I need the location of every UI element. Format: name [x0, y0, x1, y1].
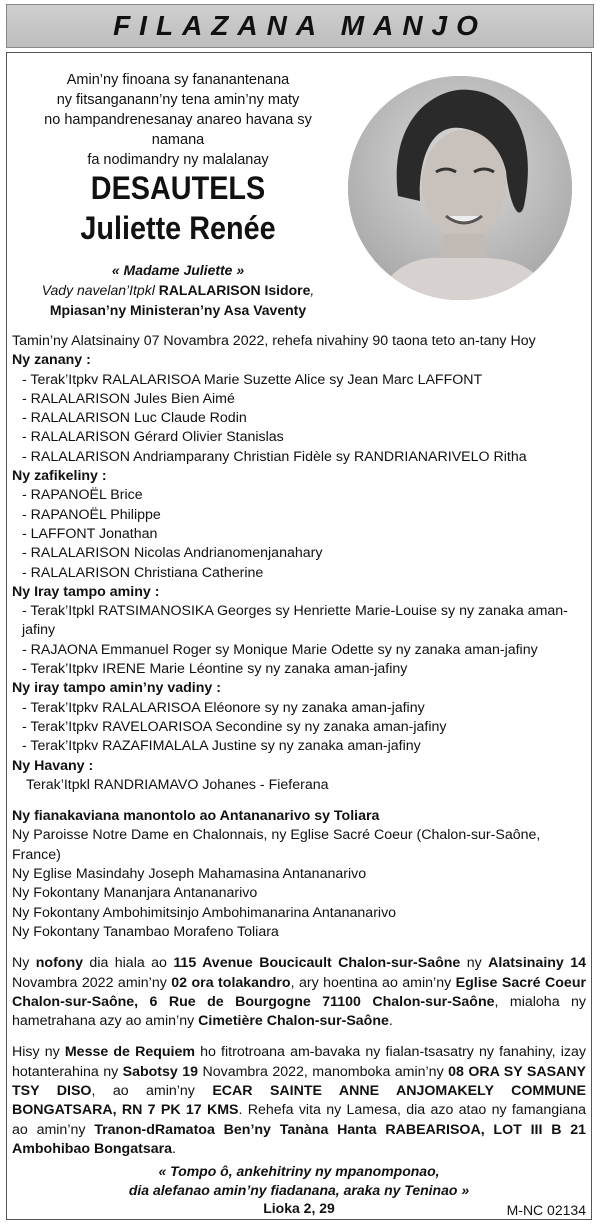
spacer — [12, 942, 586, 954]
text: . — [388, 1013, 393, 1030]
spouse-role: Mpiasan’ny Ministeran’ny Asa Vaventy — [49, 302, 307, 318]
deceased-surname: DESAUTELS — [90, 170, 266, 206]
list-item: - RALALARISON Andriamparany Christian Fidèle sy RANDRIANARIVELO Ritha — [22, 448, 527, 465]
text: dia hiala ao — [83, 955, 174, 972]
list-item: - Terak’Itpkv RAZAFIMALALA Justine sy ny zanaka aman-jafiny — [22, 738, 421, 755]
section-heading: Ny zanany : — [12, 352, 91, 369]
list-item: Terak’Itpkl RANDRIAMAVO Johanes - Fieferana — [26, 776, 329, 793]
spouse-prefix: Vady navelan’Itpkl — [41, 282, 159, 298]
list-item: - RAPANOËL Brice — [22, 487, 143, 504]
alias: « Madame Juliette » — [111, 262, 245, 278]
families-item: Ny Fokontany Mananjara Antananarivo — [12, 885, 258, 902]
text-bold: Eglise Sacré Coeur Chalon-sur-Saône, 6 Rue de Bourgogne 71100 Chalon-sur-Saône — [12, 974, 587, 1010]
families-item: Ny Paroisse Notre Dame en Chalonnais, ny Eglise Sacré Coeur (Chalon-sur-Saône, France) — [12, 827, 541, 863]
list-item: - Terak’Itpkv RALALARISOA Eléonore sy ny zanaka aman-jafiny — [22, 699, 425, 716]
announcement: Tamin’ny Alatsinainy 07 Novambra 2022, rehefa nivahiny 90 taona teto an-tany Hoy — [12, 333, 536, 349]
families-item: Ny Fokontany Tanambao Morafeno Toliara — [12, 923, 279, 940]
list-item: - RALALARISON Jules Bien Aimé — [22, 390, 235, 407]
header-banner — [6, 4, 594, 48]
deceased-given-names: Juliette Renée — [80, 210, 276, 246]
text: . Rehefa vita ny Lamesa, dia azo atao ny famangiana ao amin’ny — [12, 1102, 587, 1138]
families-heading: Ny fianakaviana manontolo ao Antananarivo sy Toliara — [12, 808, 380, 825]
text-bold: Messe de Requiem — [64, 1044, 195, 1061]
funeral-paragraph — [12, 954, 586, 1031]
header-title: FILAZANA MANJO — [113, 10, 487, 41]
spouse-suffix: , — [310, 282, 315, 298]
list-item: - LAFFONT Jonathan — [22, 525, 158, 542]
text-bold: nofony — [35, 955, 84, 972]
text: , ary hoentina ao amin’ny — [290, 974, 456, 991]
scripture-quote — [12, 1162, 586, 1200]
text: Novambra 2022 amin’ny — [12, 974, 172, 991]
text: ny — [460, 955, 489, 972]
text-bold: 115 Avenue Boucicault Chalon-sur-Saône — [173, 955, 461, 972]
portrait-image — [348, 76, 572, 300]
list-item: - RALALARISON Christiana Catherine — [22, 564, 264, 581]
text-bold: ECAR SAINTE ANNE ANJOMAKELY COMMUNE BONGATSARA, RN 7 PK 17 KMS — [12, 1082, 587, 1119]
list-item: - Terak’Itpkv RALALARISOA Marie Suzette Alice sy Jean Marc LAFFONT — [22, 371, 483, 388]
spouse-line — [18, 280, 338, 300]
list-item: - RALALARISON Nicolas Andrianomenjanahary — [22, 545, 323, 562]
section-heading: Ny zafikeliny : — [12, 468, 107, 485]
notice-code: M-NC 02134 — [506, 1202, 586, 1218]
notice-body — [12, 332, 586, 1159]
families-item: Ny Fokontany Ambohimitsinjo Ambohimanarina Antananarivo — [12, 904, 397, 921]
scripture-reference: Lioka 2, 29 — [263, 1200, 335, 1216]
text: ho fitrotroana am-bavaka ny fialan-tsasatry ny fanahiny, izay hotanterahina ny — [12, 1044, 586, 1080]
text: Hisy ny — [12, 1044, 65, 1061]
section-heading: Ny Iray tampo aminy : — [12, 583, 160, 600]
list-item: - Terak’Itpkv RAVELOARISOA Secondine sy ny zanaka aman-jafiny — [22, 718, 447, 735]
spacer — [12, 795, 586, 807]
list-item: - Terak’Itpkv IRENE Marie Léontine sy ny zanaka aman-jafiny — [22, 661, 408, 678]
spouse-name: RALALARISON Isidore — [158, 282, 311, 298]
intro-line: no hampandrenesanay anareo havana sy namana — [44, 112, 312, 148]
list-item: - Terak’Itpkl RATSIMANOSIKA Georges sy Henriette Marie-Louise sy ny zanaka aman-jafiny — [22, 603, 568, 639]
text-bold: Cimetière Chalon-sur-Saône — [198, 1013, 389, 1030]
intro-line: fa nodimandry ny malalanay — [87, 152, 269, 168]
text: Novambra 2022, manomboka amin’ny — [198, 1063, 449, 1080]
text: Ny — [12, 955, 36, 972]
list-item: - RAJAONA Emmanuel Roger sy Monique Marie Odette sy ny zanaka aman-jafiny — [22, 641, 538, 658]
text-bold: 08 ORA SY SASANY TSY DISO — [12, 1063, 586, 1099]
text-bold: Sabotsy 19 — [122, 1063, 199, 1080]
subtitle — [18, 260, 338, 320]
families-item: Ny Eglise Masindahy Joseph Mahamasina Antananarivo — [12, 866, 367, 883]
text-bold: Tranon-dRamatoa Ben’ny Tanàna Hanta RABEARISOA, LOT III B 21 Ambohibao Bongatsara — [12, 1121, 587, 1157]
text: . — [172, 1140, 176, 1157]
intro-line: Amin’ny finoana sy fananantenana — [66, 72, 290, 88]
text: , mialoha ny hametrahana azy ao amin’ny — [12, 993, 587, 1030]
spacer — [12, 1031, 586, 1043]
quote-line: « Tompo ô, ankehitriny ny mpanomponao, — [158, 1163, 440, 1179]
intro-text — [18, 70, 338, 170]
text: , ao amin’ny — [91, 1082, 213, 1099]
mass-paragraph — [12, 1043, 586, 1159]
list-item: - RAPANOËL Philippe — [22, 506, 161, 523]
portrait-photo — [348, 76, 572, 300]
text-bold: 02 ora tolakandro — [171, 974, 291, 991]
intro-line: ny fitsanganann’ny tena amin’ny maty — [56, 92, 300, 108]
text-bold: Alatsinainy 14 — [488, 955, 586, 972]
quote-line: dia alefanao amin’ny fiadanana, araka ny Teninao » — [128, 1182, 470, 1198]
section-heading: Ny Havany : — [12, 757, 94, 774]
section-heading: Ny iray tampo amin’ny vadiny : — [12, 680, 221, 697]
list-item: - RALALARISON Gérard Olivier Stanislas — [22, 429, 284, 446]
list-item: - RALALARISON Luc Claude Rodin — [22, 410, 247, 427]
